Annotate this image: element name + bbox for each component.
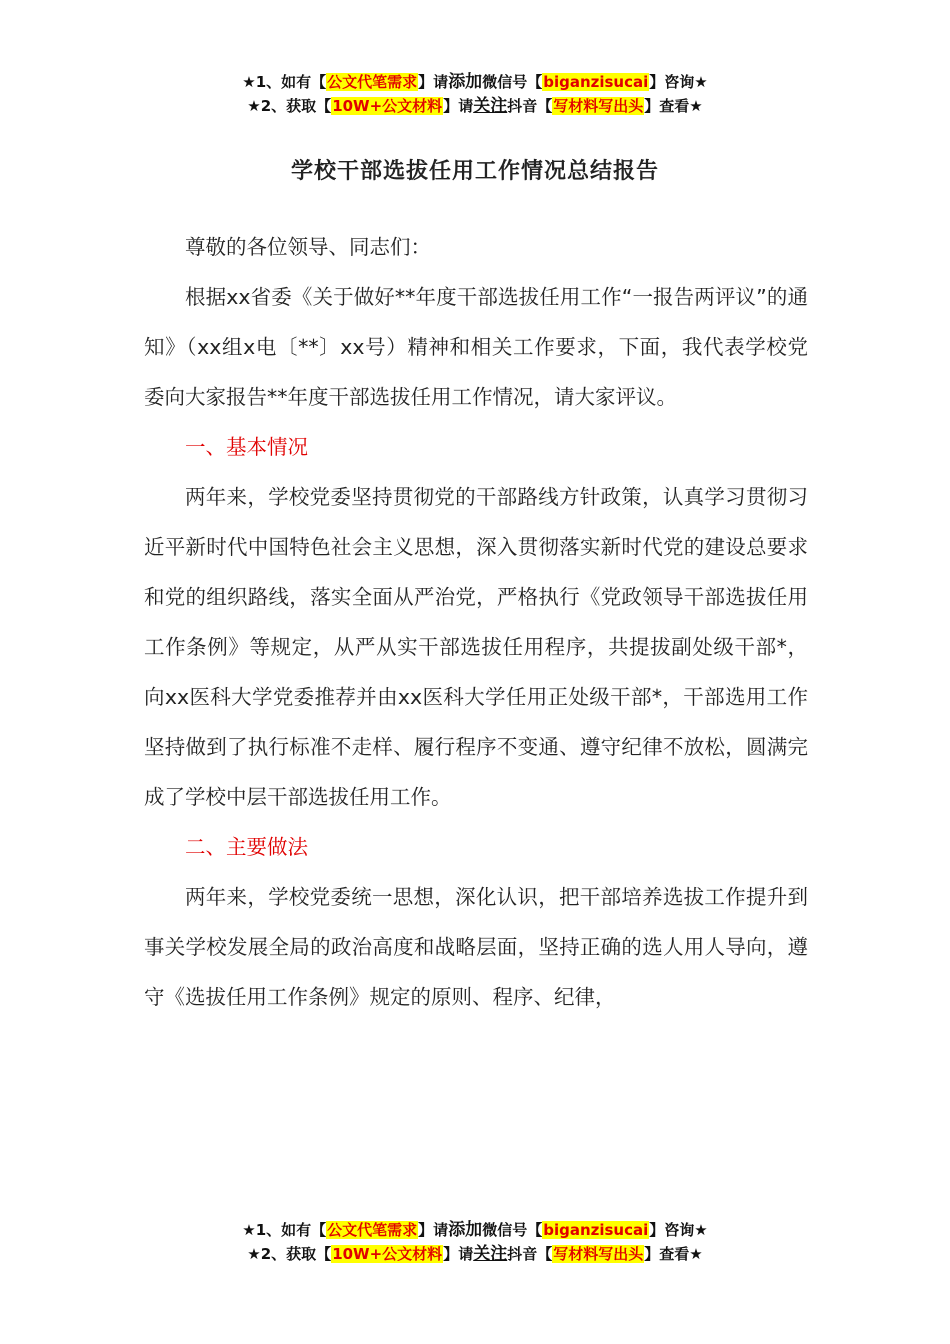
banner-text: 】查看★ bbox=[644, 97, 703, 115]
banner-douyin-id: 写材料写出头 bbox=[553, 97, 644, 115]
banner-emphasis: 添加 bbox=[448, 1220, 483, 1240]
banner-text: 】咨询★ bbox=[649, 1221, 708, 1239]
banner-text: ★2、获取【 bbox=[247, 97, 332, 115]
banner-line-2 bbox=[0, 94, 950, 118]
banner-text: 】查看★ bbox=[644, 1245, 703, 1263]
banner-highlight: 10W+公文材料 bbox=[332, 1245, 443, 1263]
banner-line-1 bbox=[0, 70, 950, 94]
banner-text: 】请 bbox=[418, 1221, 449, 1239]
banner-douyin-id: 写材料写出头 bbox=[553, 1245, 644, 1263]
banner-text: ★1、如有【 bbox=[242, 1221, 327, 1239]
header-banner bbox=[0, 70, 950, 118]
section-paragraph-basic: 两年来，学校党委坚持贯彻党的干部路线方针政策，认真学习贯彻习近平新时代中国特色社会主义思想，深入贯彻落实新时代党的建设总要求和党的组织路线，落实全面从严治党，严格执行《党政领导干部选拔任用工作条例》等规定，从严从实干部选拔任用程序，共提拔副处级干部*，向xx医科大学党委推荐并由xx医科大学任用正处级干部*，干部选用工作坚持做到了执行标准不走样、履行程序不变通、遵守纪律不放松，圆满完成了学校中层干部选拔任用工作。 bbox=[144, 485, 808, 809]
banner-emphasis: 添加 bbox=[448, 72, 483, 92]
banner-line-1 bbox=[0, 1218, 950, 1242]
banner-highlight: 公文代笔需求 bbox=[327, 73, 418, 91]
document-body bbox=[144, 222, 808, 1022]
banner-emphasis: 关注 bbox=[473, 96, 508, 116]
section-heading-basic: 一、基本情况 bbox=[185, 435, 308, 459]
section-heading-practices: 二、主要做法 bbox=[185, 835, 308, 859]
banner-text: ★1、如有【 bbox=[242, 73, 327, 91]
banner-wechat-id: biganzisucai bbox=[543, 1221, 649, 1239]
banner-text: ★2、获取【 bbox=[247, 1245, 332, 1263]
banner-highlight: 10W+公文材料 bbox=[332, 97, 443, 115]
banner-wechat-id: biganzisucai bbox=[543, 73, 649, 91]
banner-text: 】请 bbox=[443, 1245, 474, 1263]
section-paragraph-practices: 两年来，学校党委统一思想，深化认识，把干部培养选拔工作提升到事关学校发展全局的政治高度和战略层面，坚持正确的选人用人导向，遵守《选拔任用工作条例》规定的原则、程序、纪律， bbox=[144, 885, 808, 1009]
banner-text: 微信号【 bbox=[482, 73, 543, 91]
banner-text: 】请 bbox=[418, 73, 449, 91]
banner-text: 微信号【 bbox=[482, 1221, 543, 1239]
banner-text: 】咨询★ bbox=[649, 73, 708, 91]
banner-highlight: 公文代笔需求 bbox=[327, 1221, 418, 1239]
footer-banner bbox=[0, 1218, 950, 1266]
banner-text: 抖音【 bbox=[507, 97, 553, 115]
intro-paragraph: 根据xx省委《关于做好**年度干部选拔任用工作“一报告两评议”的通知》（xx组x电〔**〕xx号）精神和相关工作要求，下面，我代表学校党委向大家报告**年度干部选拔任用工作情况，请大家评议。 bbox=[144, 285, 808, 409]
banner-emphasis: 关注 bbox=[473, 1244, 508, 1264]
banner-line-2 bbox=[0, 1242, 950, 1266]
banner-text: 】请 bbox=[443, 97, 474, 115]
greeting: 尊敬的各位领导、同志们： bbox=[185, 235, 431, 259]
document-title: 学校干部选拔任用工作情况总结报告 bbox=[290, 159, 659, 184]
banner-text: 抖音【 bbox=[507, 1245, 553, 1263]
